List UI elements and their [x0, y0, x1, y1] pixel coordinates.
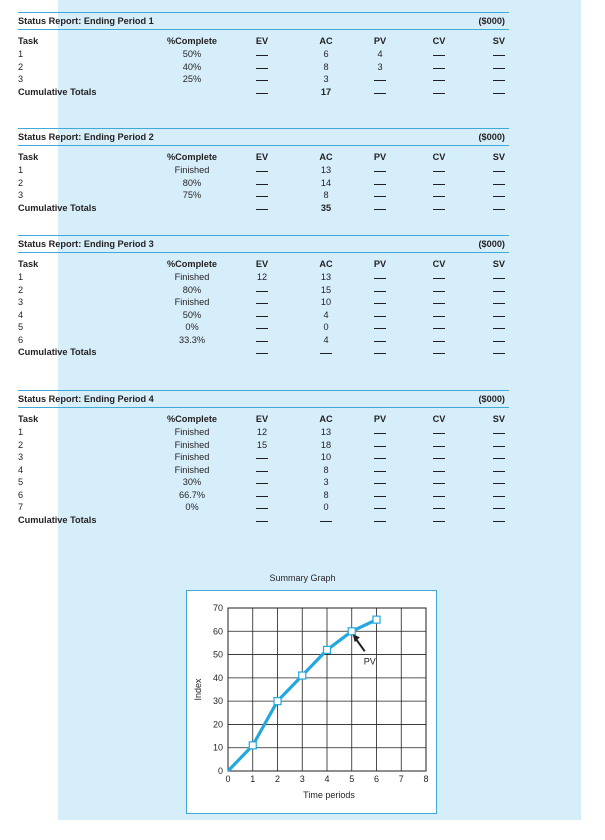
- dash-mark: [256, 171, 268, 172]
- divider: [18, 252, 509, 253]
- percent-complete: 80%: [182, 284, 202, 295]
- task-id: 1: [18, 272, 24, 282]
- dash-mark: [256, 209, 268, 210]
- dash-mark: [374, 80, 386, 81]
- x-tick-label: 3: [299, 774, 305, 784]
- dash-mark: [374, 93, 386, 94]
- data-point: [249, 742, 256, 749]
- dash-mark: [256, 341, 268, 342]
- dash-mark: [374, 446, 386, 447]
- ac-value: 8: [323, 190, 329, 200]
- dash-mark: [374, 471, 386, 472]
- dash-mark: [493, 209, 505, 210]
- y-tick-label: 40: [212, 672, 223, 683]
- dash-mark: [256, 328, 268, 329]
- dash-mark: [374, 353, 386, 354]
- dash-mark: [493, 353, 505, 354]
- column-header-sv: SV: [492, 414, 505, 424]
- task-id: 2: [18, 439, 24, 450]
- task-id: 1: [18, 427, 24, 437]
- dash-mark: [493, 171, 505, 172]
- percent-complete: 25%: [182, 74, 202, 84]
- percent-complete: 80%: [182, 177, 202, 188]
- dash-mark: [374, 508, 386, 509]
- task-id: 1: [18, 165, 24, 175]
- column-header-ac: AC: [319, 259, 333, 269]
- ac-value: 15: [320, 284, 332, 295]
- ac-value: 6: [323, 49, 329, 59]
- dash-mark: [374, 341, 386, 342]
- ac-value: 8: [323, 61, 329, 72]
- column-header-ac: AC: [319, 414, 333, 424]
- divider: [18, 12, 509, 13]
- dash-mark: [374, 171, 386, 172]
- dash-mark: [433, 458, 445, 459]
- dash-mark: [433, 93, 445, 94]
- x-tick-label: 6: [373, 774, 380, 784]
- percent-complete: Finished: [174, 464, 210, 475]
- report-title: Status Report: Ending Period 2: [18, 132, 154, 142]
- dash-mark: [493, 55, 505, 56]
- dash-mark: [256, 80, 268, 81]
- dash-mark: [493, 291, 505, 292]
- task-id: 3: [18, 190, 24, 200]
- dash-mark: [433, 483, 445, 484]
- percent-complete: Finished: [174, 439, 210, 450]
- percent-complete: Finished: [174, 297, 210, 307]
- percent-complete: 40%: [182, 61, 202, 72]
- dash-mark: [374, 196, 386, 197]
- ac-value: 8: [323, 464, 329, 475]
- dash-mark: [493, 521, 505, 522]
- percent-complete: 50%: [182, 49, 202, 59]
- dash-mark: [433, 446, 445, 447]
- x-tick-label: 4: [324, 774, 330, 784]
- dash-mark: [433, 196, 445, 197]
- dash-mark: [256, 316, 268, 317]
- dash-mark: [256, 353, 268, 354]
- column-header-ac: AC: [319, 36, 333, 46]
- dash-mark: [256, 55, 268, 56]
- pv-value: 3: [377, 61, 383, 72]
- dash-mark: [256, 68, 268, 69]
- pv-value: 4: [377, 49, 383, 59]
- percent-complete: 66.7%: [178, 489, 206, 500]
- task-id: 3: [18, 74, 24, 84]
- dash-mark: [493, 433, 505, 434]
- divider: [18, 128, 509, 129]
- dash-mark: [493, 278, 505, 279]
- dash-mark: [493, 328, 505, 329]
- report-title: Status Report: Ending Period 1: [18, 16, 154, 26]
- y-tick-label: 20: [212, 719, 223, 730]
- y-tick-label: 60: [212, 626, 223, 637]
- dash-mark: [433, 353, 445, 354]
- ac-value: 14: [320, 177, 332, 188]
- column-header-pv: PV: [373, 414, 387, 424]
- annotation-label: PV: [363, 656, 376, 667]
- report-title: Status Report: Ending Period 3: [18, 239, 154, 249]
- dash-mark: [320, 353, 332, 354]
- ac-value: 0: [323, 502, 329, 512]
- column-header-ev: EV: [255, 259, 269, 269]
- task-id: 4: [18, 464, 24, 475]
- percent-complete: 75%: [182, 190, 202, 200]
- x-axis-label: Time periods: [303, 790, 355, 800]
- dash-mark: [493, 496, 505, 497]
- divider: [18, 145, 509, 146]
- ac-value: 4: [323, 309, 329, 320]
- y-axis-label: Index: [193, 678, 203, 701]
- column-header-complete: %Complete: [166, 152, 218, 162]
- percent-complete: Finished: [174, 452, 210, 462]
- dash-mark: [433, 328, 445, 329]
- column-header-complete: %Complete: [166, 259, 218, 269]
- percent-complete: Finished: [174, 272, 210, 282]
- cumulative-totals-label: Cumulative Totals: [18, 347, 97, 357]
- x-tick-label: 2: [274, 774, 281, 784]
- cumulative-totals-label: Cumulative Totals: [18, 514, 97, 525]
- task-id: 6: [18, 489, 24, 500]
- dash-mark: [493, 93, 505, 94]
- task-id: 5: [18, 322, 24, 332]
- units-label: ($000): [478, 239, 505, 249]
- column-header-task: Task: [18, 152, 39, 162]
- column-header-task: Task: [18, 36, 39, 46]
- task-id: 6: [18, 334, 24, 345]
- data-point: [274, 698, 281, 705]
- x-tick-label: 0: [225, 774, 231, 784]
- dash-mark: [256, 303, 268, 304]
- units-label: ($000): [478, 132, 505, 142]
- dash-mark: [493, 184, 505, 185]
- dash-mark: [493, 458, 505, 459]
- column-header-sv: SV: [492, 152, 505, 162]
- ac-value: 13: [320, 427, 332, 437]
- dash-mark: [374, 328, 386, 329]
- task-id: 2: [18, 177, 24, 188]
- column-header-cv: CV: [432, 152, 446, 162]
- x-tick-label: 5: [349, 774, 355, 784]
- ac-value: 18: [320, 439, 332, 450]
- percent-complete: Finished: [174, 427, 210, 437]
- ac-value: 13: [320, 165, 332, 175]
- total-ac: 17: [320, 86, 332, 97]
- dash-mark: [433, 171, 445, 172]
- dash-mark: [374, 209, 386, 210]
- divider: [18, 235, 509, 236]
- dash-mark: [256, 496, 268, 497]
- task-id: 1: [18, 49, 24, 59]
- divider: [18, 390, 509, 391]
- report-title: Status Report: Ending Period 4: [18, 394, 154, 404]
- dash-mark: [433, 303, 445, 304]
- column-header-sv: SV: [492, 259, 505, 269]
- dash-mark: [256, 458, 268, 459]
- task-id: 5: [18, 477, 24, 487]
- units-label: ($000): [478, 394, 505, 404]
- dash-mark: [433, 471, 445, 472]
- column-header-pv: PV: [373, 152, 387, 162]
- dash-mark: [433, 341, 445, 342]
- dash-mark: [374, 433, 386, 434]
- dash-mark: [374, 458, 386, 459]
- dash-mark: [256, 291, 268, 292]
- column-header-complete: %Complete: [166, 414, 218, 424]
- dash-mark: [256, 483, 268, 484]
- ac-value: 3: [323, 74, 329, 84]
- cumulative-totals-label: Cumulative Totals: [18, 86, 97, 97]
- dash-mark: [256, 196, 268, 197]
- dash-mark: [374, 496, 386, 497]
- dash-mark: [433, 291, 445, 292]
- y-tick-label: 30: [212, 696, 223, 707]
- x-tick-label: 7: [398, 774, 404, 784]
- column-header-task: Task: [18, 414, 39, 424]
- dash-mark: [374, 521, 386, 522]
- cumulative-totals-label: Cumulative Totals: [18, 202, 97, 213]
- dash-mark: [493, 446, 505, 447]
- column-header-cv: CV: [432, 36, 446, 46]
- column-header-ev: EV: [255, 414, 269, 424]
- ev-value: 12: [256, 427, 268, 437]
- dash-mark: [433, 278, 445, 279]
- percent-complete: Finished: [174, 165, 210, 175]
- column-header-ev: EV: [255, 152, 269, 162]
- column-header-task: Task: [18, 259, 39, 269]
- data-point: [299, 672, 306, 679]
- dash-mark: [433, 496, 445, 497]
- dash-mark: [493, 341, 505, 342]
- column-header-complete: %Complete: [166, 36, 218, 46]
- data-point: [373, 616, 380, 623]
- dash-mark: [433, 521, 445, 522]
- dash-mark: [493, 68, 505, 69]
- x-tick-label: 8: [423, 774, 429, 784]
- chart-title: Summary Graph: [269, 573, 336, 583]
- dash-mark: [256, 93, 268, 94]
- chart-svg: [187, 591, 436, 813]
- ev-value: 12: [256, 272, 268, 282]
- summary-graph: [186, 590, 437, 814]
- divider: [18, 29, 509, 30]
- total-ac: 35: [320, 202, 332, 213]
- dash-mark: [433, 55, 445, 56]
- dash-mark: [256, 508, 268, 509]
- data-point: [324, 646, 331, 653]
- dash-mark: [256, 184, 268, 185]
- dash-mark: [320, 521, 332, 522]
- percent-complete: 33.3%: [178, 334, 206, 345]
- task-id: 3: [18, 452, 24, 462]
- task-id: 2: [18, 61, 24, 72]
- dash-mark: [493, 80, 505, 81]
- column-header-pv: PV: [373, 36, 387, 46]
- column-header-ac: AC: [319, 152, 333, 162]
- dash-mark: [493, 316, 505, 317]
- percent-complete: 30%: [182, 477, 202, 487]
- ev-value: 15: [256, 439, 268, 450]
- ac-value: 4: [323, 334, 329, 345]
- y-tick-label: 50: [212, 649, 223, 660]
- dash-mark: [433, 80, 445, 81]
- dash-mark: [374, 291, 386, 292]
- dash-mark: [256, 471, 268, 472]
- percent-complete: 0%: [185, 322, 199, 332]
- dash-mark: [433, 68, 445, 69]
- dash-mark: [374, 303, 386, 304]
- x-tick-label: 1: [250, 774, 256, 784]
- percent-complete: 50%: [182, 309, 202, 320]
- dash-mark: [374, 278, 386, 279]
- ac-value: 8: [323, 489, 329, 500]
- column-header-ev: EV: [255, 36, 269, 46]
- dash-mark: [433, 209, 445, 210]
- dash-mark: [374, 184, 386, 185]
- dash-mark: [374, 316, 386, 317]
- ac-value: 13: [320, 272, 332, 282]
- dash-mark: [493, 483, 505, 484]
- column-header-pv: PV: [373, 259, 387, 269]
- column-header-sv: SV: [492, 36, 505, 46]
- ac-value: 10: [320, 297, 332, 307]
- dash-mark: [256, 521, 268, 522]
- divider: [18, 407, 509, 408]
- column-header-cv: CV: [432, 414, 446, 424]
- dash-mark: [433, 316, 445, 317]
- ac-value: 10: [320, 452, 332, 462]
- y-tick-label: 0: [217, 766, 223, 776]
- data-point: [348, 628, 355, 635]
- task-id: 7: [18, 502, 24, 512]
- dash-mark: [433, 433, 445, 434]
- units-label: ($000): [478, 16, 505, 26]
- dash-mark: [493, 196, 505, 197]
- ac-value: 0: [323, 322, 329, 332]
- dash-mark: [493, 508, 505, 509]
- task-id: 2: [18, 284, 24, 295]
- dash-mark: [493, 471, 505, 472]
- task-id: 3: [18, 297, 24, 307]
- task-id: 4: [18, 309, 24, 320]
- dash-mark: [493, 303, 505, 304]
- dash-mark: [374, 483, 386, 484]
- y-tick-label: 10: [212, 742, 223, 753]
- percent-complete: 0%: [185, 502, 199, 512]
- dash-mark: [433, 508, 445, 509]
- dash-mark: [433, 184, 445, 185]
- ac-value: 3: [323, 477, 329, 487]
- column-header-cv: CV: [432, 259, 446, 269]
- y-tick-label: 70: [212, 603, 223, 613]
